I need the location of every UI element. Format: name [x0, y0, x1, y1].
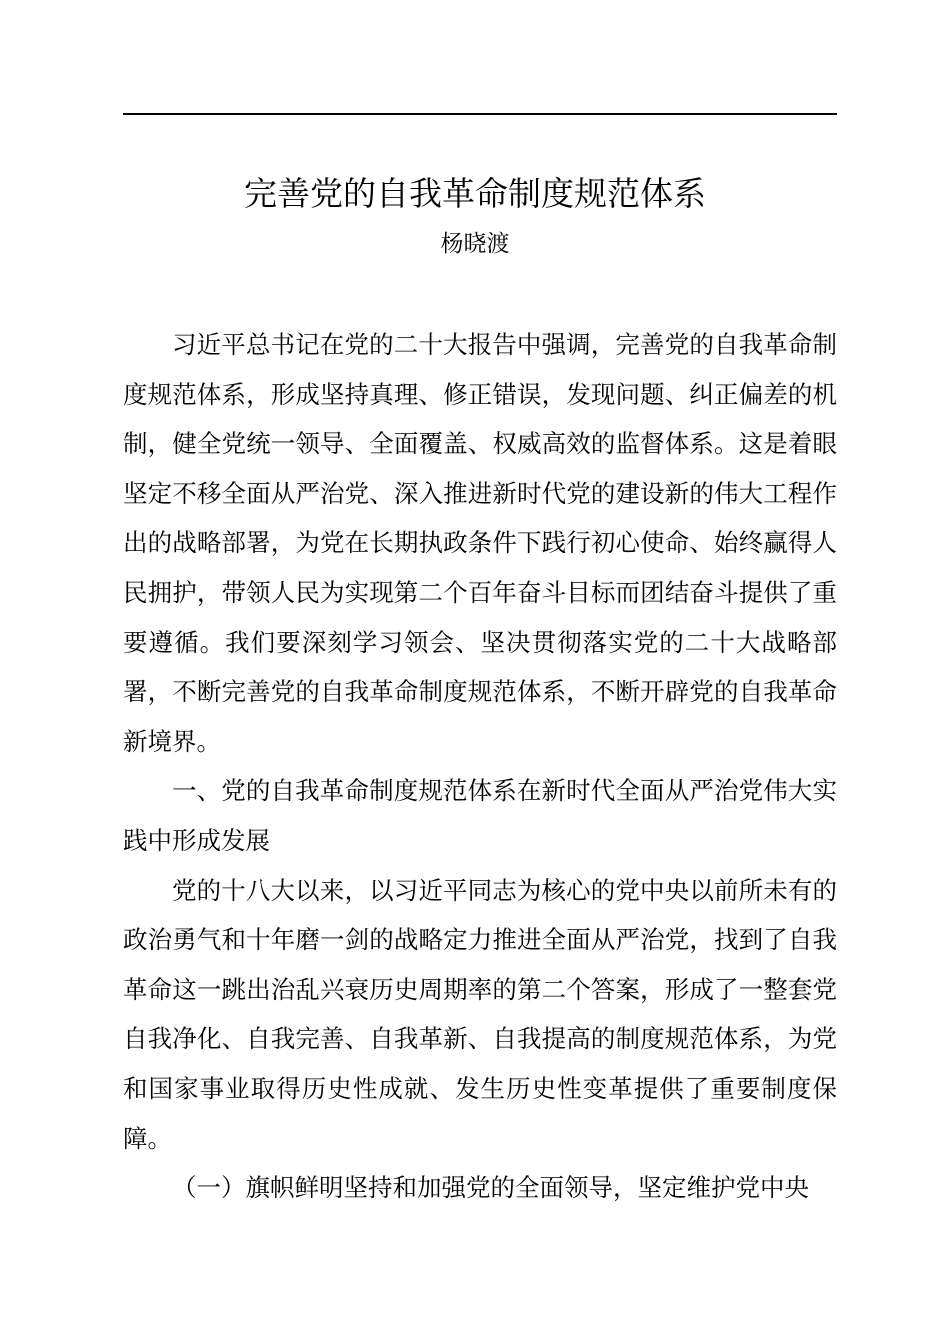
document-body [123, 320, 837, 1213]
header-rule [123, 113, 837, 115]
section-heading: 一、党的自我革命制度规范体系在新时代全面从严治党伟大实践中形成发展 [123, 776, 837, 855]
document-author: 杨晓渡 [440, 231, 510, 257]
subsection-heading: （一）旗帜鲜明坚持和加强党的全面领导，坚定维护党中央 [172, 1173, 809, 1203]
document-title: 完善党的自我革命制度规范体系 [244, 174, 706, 213]
body-paragraph: 习近平总书记在党的二十大报告中强调，完善党的自我革命制度规范体系，形成坚持真理、修正错误，发现问题、纠正偏差的机制，健全党统一领导、全面覆盖、权威高效的监督体系。这是着眼坚定不移全面从严治党、深入推进新时代党的建设新的伟大工程作出的战略部署，为党在长期执政条件下践行初心使命、始终赢得人民拥护，带领人民为实现第二个百年奋斗目标而团结奋斗提供了重要遵循。我们要深刻学习领会、坚决贯彻落实党的二十大战略部署，不断完善党的自我革命制度规范体系，不断开辟党的自我革命新境界。 [123, 330, 837, 756]
body-paragraph: 党的十八大以来，以习近平同志为核心的党中央以前所未有的政治勇气和十年磨一剑的战略定力推进全面从严治党，找到了自我革命这一跳出治乱兴衰历史周期率的第二个答案，形成了一整套党自我净化、自我完善、自我革新、自我提高的制度规范体系，为党和国家事业取得历史性成就、发生历史性变革提供了重要制度保障。 [123, 875, 837, 1153]
